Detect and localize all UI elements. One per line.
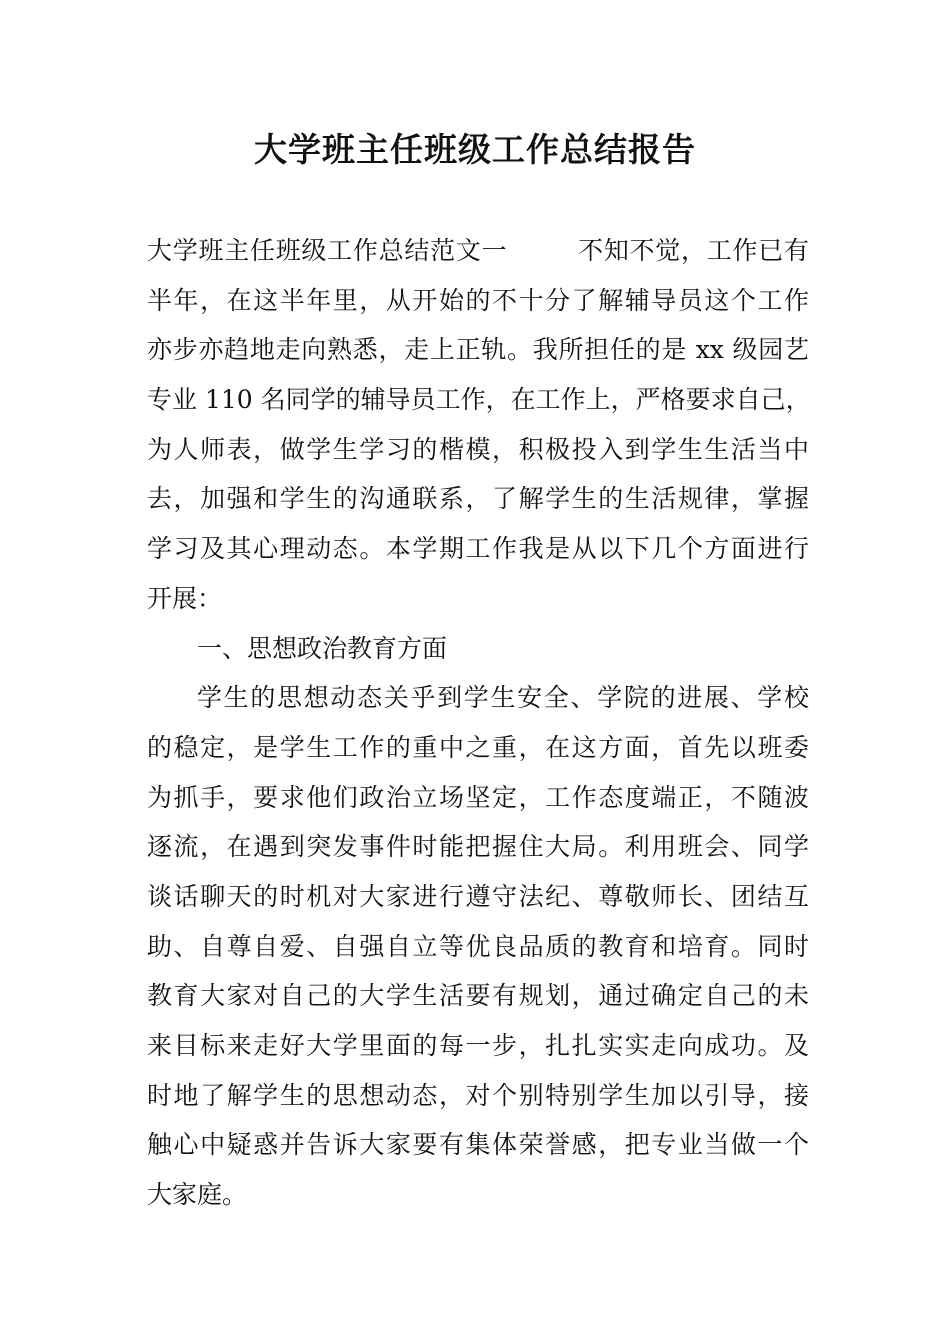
paragraph-ideology: [147, 673, 809, 1220]
paragraph-line: 亦步亦趋地走向熟悉，走上正轨。我所担任的是 xx 级园艺: [147, 335, 809, 365]
document-body: [147, 226, 809, 1220]
paragraph-line: 逐流，在遇到突发事件时能把握住大局。利用班会、同学: [147, 832, 809, 862]
section-heading: 一、思想政治教育方面: [197, 633, 448, 663]
paragraph-line: 学习及其心理动态。本学期工作我是从以下几个方面进行: [147, 534, 809, 564]
paragraph-line: 去，加强和学生的沟通联系，了解学生的生活规律，掌握: [147, 484, 809, 514]
paragraph-line: 的稳定，是学生工作的重中之重，在这方面，首先以班委: [147, 732, 809, 762]
paragraph-line: 专业 110 名同学的辅导员工作，在工作上，严格要求自己，: [147, 385, 811, 415]
paragraph-line: 教育大家对自己的大学生活要有规划，通过确定自己的未: [147, 981, 809, 1011]
intro-label: 大学班主任班级工作总结范文一: [147, 236, 508, 265]
paragraph-line: 开展：: [147, 583, 223, 613]
paragraph-line: [147, 226, 809, 276]
paragraph-line: 为人师表，做学生学习的楷模，积极投入到学生生活当中: [147, 434, 809, 464]
paragraph-line: 触心中疑惑并告诉大家要有集体荣誉感，把专业当做一个: [147, 1130, 809, 1160]
paragraph-line: 学生的思想动态关乎到学生安全、学院的进展、学校: [197, 683, 809, 713]
paragraph-line: 时地了解学生的思想动态，对个别特别学生加以引导，接: [147, 1080, 809, 1110]
paragraph-line: 半年，在这半年里，从开始的不十分了解辅导员这个工作: [147, 285, 809, 315]
document-title: 大学班主任班级工作总结报告: [254, 130, 696, 169]
paragraph-line: 来目标来走好大学里面的每一步，扎扎实实走向成功。及: [147, 1031, 809, 1060]
paragraph-line: 为抓手，要求他们政治立场坚定，工作态度端正，不随波: [147, 782, 809, 812]
paragraph-line: 大家庭。: [147, 1180, 248, 1210]
paragraph-line-text: 不知不觉，工作已有: [577, 236, 809, 265]
paragraph-line: 助、自尊自爱、自强自立等优良品质的教育和培育。同时: [147, 931, 809, 961]
paragraph-intro: [147, 226, 809, 624]
paragraph-line: 谈话聊天的时机对大家进行遵守法纪、尊敬师长、团结互: [147, 881, 809, 911]
